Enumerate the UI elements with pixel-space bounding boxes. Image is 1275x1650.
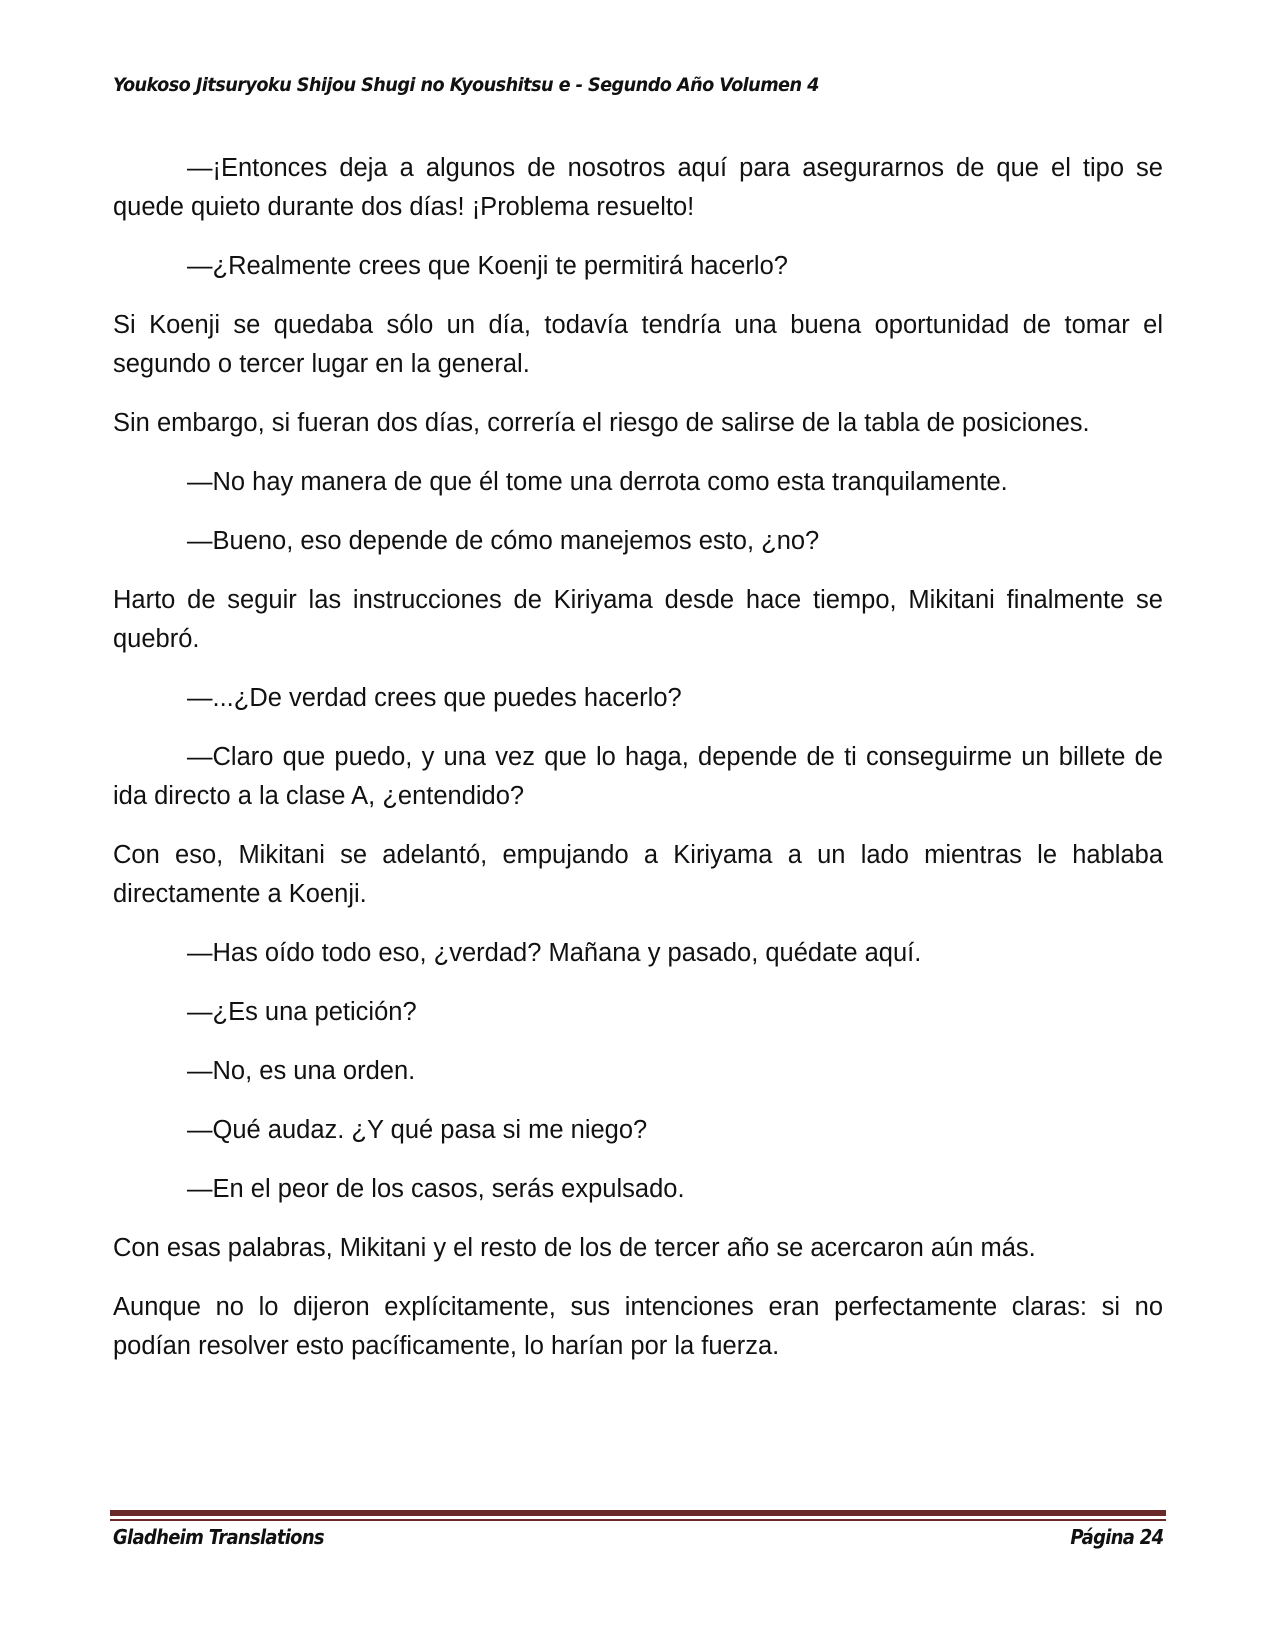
running-header: Youkoso Jitsuryoku Shijou Shugi no Kyoushitsu e - Segundo Año Volumen 4	[113, 74, 819, 96]
dialogue-paragraph: —No, es una orden.	[187, 1057, 416, 1085]
dialogue-paragraph: —Qué audaz. ¿Y qué pasa si me niego?	[187, 1116, 648, 1144]
dialogue-paragraph: —Claro que puedo, y una vez que lo haga, depende de ti conseguirme un billete de ida directo a la clase A, ¿entendido?	[113, 743, 1163, 810]
narration-paragraph: Sin embargo, si fueran dos días, correría el riesgo de salirse de la tabla de posiciones.	[113, 409, 1090, 437]
narration-paragraph: Aunque no lo dijeron explícitamente, sus intenciones eran perfectamente claras: si no podían resolver esto pacíficamente, lo harían por la fuerza.	[113, 1293, 1163, 1360]
page-body	[113, 149, 1163, 1386]
footer-rule-thick	[110, 1510, 1166, 1516]
dialogue-paragraph: —¡Entonces deja a algunos de nosotros aquí para asegurarnos de que el tipo se quede quieto durante dos días! ¡Problema resuelto!	[113, 154, 1163, 221]
page-number: Página 24	[1069, 1525, 1163, 1549]
narration-paragraph: Con eso, Mikitani se adelantó, empujando a Kiriyama a un lado mientras le hablaba directamente a Koenji.	[113, 841, 1163, 908]
narration-paragraph: Si Koenji se quedaba sólo un día, todavía tendría una buena oportunidad de tomar el segundo o tercer lugar en la general.	[113, 311, 1163, 378]
footer-credit: Gladheim Translations	[113, 1525, 324, 1549]
dialogue-paragraph: —¿Realmente crees que Koenji te permitirá hacerlo?	[187, 252, 788, 280]
footer-rule-thin	[110, 1519, 1166, 1521]
dialogue-paragraph: —En el peor de los casos, serás expulsado.	[187, 1175, 685, 1203]
dialogue-paragraph: —Has oído todo eso, ¿verdad? Mañana y pasado, quédate aquí.	[187, 939, 922, 967]
dialogue-paragraph: —Bueno, eso depende de cómo manejemos esto, ¿no?	[187, 527, 820, 555]
dialogue-paragraph: —¿Es una petición?	[187, 998, 417, 1026]
dialogue-paragraph: —...¿De verdad crees que puedes hacerlo?	[187, 684, 682, 712]
narration-paragraph: Con esas palabras, Mikitani y el resto de los de tercer año se acercaron aún más.	[113, 1234, 1036, 1262]
narration-paragraph: Harto de seguir las instrucciones de Kiriyama desde hace tiempo, Mikitani finalmente se quebró.	[113, 586, 1163, 653]
dialogue-paragraph: —No hay manera de que él tome una derrota como esta tranquilamente.	[187, 468, 1008, 496]
